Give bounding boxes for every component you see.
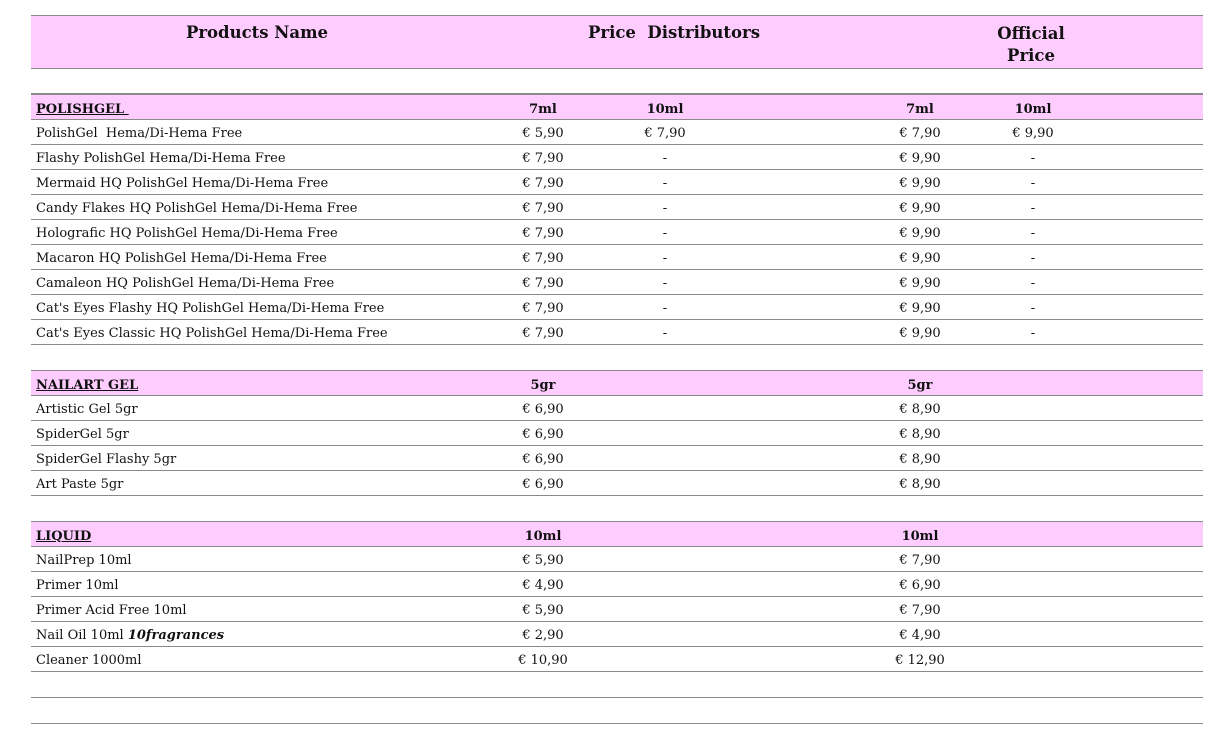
- product-name: Holografic HQ PolishGel Hema/Di-Hema Free: [36, 225, 338, 241]
- table-row: [31, 396, 1203, 421]
- section-header-nailart-gel: [31, 370, 1203, 396]
- distributor-price-2: -: [662, 175, 668, 191]
- product-name: Cleaner 1000ml: [36, 652, 142, 668]
- official-size-1: 7ml: [906, 101, 934, 117]
- header-products-name: Products Name: [185, 23, 329, 42]
- distributor-price-1: € 5,90: [522, 125, 564, 141]
- header-price-distributors: Price Distributors: [588, 23, 760, 42]
- spacer-row: [31, 69, 1203, 94]
- official-price-2: -: [1030, 250, 1036, 266]
- table-row: [31, 170, 1203, 195]
- table-row: [31, 597, 1203, 622]
- distributor-price-1: € 7,90: [522, 325, 564, 341]
- distributor-price-1: € 5,90: [522, 602, 564, 618]
- distributor-price-1: € 6,90: [522, 476, 564, 492]
- table-row: [31, 270, 1203, 295]
- product-name: Candy Flakes HQ PolishGel Hema/Di-Hema Free: [36, 200, 358, 216]
- official-price-1: € 9,90: [899, 325, 941, 341]
- distributor-price-2: -: [662, 275, 668, 291]
- official-price-1: € 9,90: [899, 275, 941, 291]
- distributor-price-1: € 6,90: [522, 451, 564, 467]
- table-row: [31, 195, 1203, 220]
- table-row: [31, 547, 1203, 572]
- empty-row: [31, 698, 1203, 724]
- table-row: [31, 446, 1203, 471]
- distributor-price-1: € 7,90: [522, 300, 564, 316]
- product-name: PolishGel Hema/Di-Hema Free: [36, 125, 243, 141]
- official-price-1: € 8,90: [899, 401, 941, 417]
- official-price-1: € 9,90: [899, 150, 941, 166]
- official-price-2: -: [1030, 175, 1036, 191]
- official-size-1: 10ml: [901, 528, 939, 544]
- official-price-2: € 9,90: [1012, 125, 1054, 141]
- header-official-line1: Official: [997, 24, 1065, 43]
- product-name: Art Paste 5gr: [36, 476, 124, 492]
- product-name: Primer 10ml: [36, 577, 119, 593]
- distributor-size-1: 10ml: [524, 528, 562, 544]
- official-size-1: 5gr: [907, 377, 933, 393]
- table-row: [31, 245, 1203, 270]
- official-price-1: € 9,90: [899, 250, 941, 266]
- distributor-price-2: € 7,90: [644, 125, 686, 141]
- table-row: [31, 120, 1203, 145]
- distributor-price-1: € 7,90: [522, 225, 564, 241]
- distributor-price-1: € 6,90: [522, 401, 564, 417]
- distributor-price-2: -: [662, 250, 668, 266]
- product-name: Primer Acid Free 10ml: [36, 602, 187, 618]
- table-row: [31, 145, 1203, 170]
- distributor-price-2: -: [662, 300, 668, 316]
- official-size-2: 10ml: [1014, 101, 1052, 117]
- distributor-price-2: -: [662, 200, 668, 216]
- header-official-price: [971, 16, 1091, 75]
- distributor-price-1: € 7,90: [522, 250, 564, 266]
- empty-row: [31, 672, 1203, 698]
- official-price-1: € 6,90: [899, 577, 941, 593]
- distributor-price-1: € 7,90: [522, 275, 564, 291]
- product-name: SpiderGel Flashy 5gr: [36, 451, 177, 467]
- section-header-polishgel: [31, 94, 1203, 120]
- spacer-row: [31, 496, 1203, 521]
- section-title: POLISHGEL: [36, 101, 129, 117]
- table-row: [31, 320, 1203, 345]
- official-price-1: € 8,90: [899, 426, 941, 442]
- distributor-size-1: 5gr: [530, 377, 556, 393]
- official-price-2: -: [1030, 225, 1036, 241]
- distributor-price-2: -: [662, 325, 668, 341]
- official-price-1: € 8,90: [899, 476, 941, 492]
- official-price-2: -: [1030, 275, 1036, 291]
- table-row: [31, 220, 1203, 245]
- distributor-size-1: 7ml: [529, 101, 557, 117]
- distributor-size-2: 10ml: [646, 101, 684, 117]
- official-price-1: € 7,90: [899, 552, 941, 568]
- product-name: Cat's Eyes Flashy HQ PolishGel Hema/Di-Hema Free: [36, 300, 385, 316]
- table-row: [31, 572, 1203, 597]
- distributor-price-1: € 4,90: [522, 577, 564, 593]
- table-row: [31, 421, 1203, 446]
- product-name: SpiderGel 5gr: [36, 426, 129, 442]
- table-row: [31, 295, 1203, 320]
- distributor-price-1: € 7,90: [522, 200, 564, 216]
- official-price-1: € 4,90: [899, 627, 941, 643]
- distributor-price-1: € 6,90: [522, 426, 564, 442]
- table-header: [31, 15, 1203, 69]
- table-row: [31, 622, 1203, 647]
- section-title: LIQUID: [36, 528, 92, 544]
- official-price-1: € 8,90: [899, 451, 941, 467]
- distributor-price-1: € 7,90: [522, 150, 564, 166]
- product-name-emphasis: 10fragrances: [127, 627, 225, 643]
- product-name: Mermaid HQ PolishGel Hema/Di-Hema Free: [36, 175, 329, 191]
- official-price-1: € 9,90: [899, 200, 941, 216]
- distributor-price-1: € 7,90: [522, 175, 564, 191]
- product-name: Artistic Gel 5gr: [36, 401, 138, 417]
- official-price-1: € 7,90: [899, 602, 941, 618]
- official-price-1: € 12,90: [895, 652, 945, 668]
- spacer-row: [31, 345, 1203, 370]
- price-list-table: [31, 15, 1203, 724]
- official-price-1: € 7,90: [899, 125, 941, 141]
- product-name: NailPrep 10ml: [36, 552, 132, 568]
- distributor-price-1: € 5,90: [522, 552, 564, 568]
- section-header-liquid: [31, 521, 1203, 547]
- table-row: [31, 647, 1203, 672]
- official-price-1: € 9,90: [899, 175, 941, 191]
- product-name: Camaleon HQ PolishGel Hema/Di-Hema Free: [36, 275, 335, 291]
- distributor-price-2: -: [662, 225, 668, 241]
- section-title: NAILART GEL: [36, 377, 139, 393]
- official-price-1: € 9,90: [899, 300, 941, 316]
- official-price-1: € 9,90: [899, 225, 941, 241]
- official-price-2: -: [1030, 150, 1036, 166]
- official-price-2: -: [1030, 200, 1036, 216]
- distributor-price-1: € 10,90: [518, 652, 568, 668]
- header-official-line2: Price: [1007, 46, 1055, 65]
- distributor-price-2: -: [662, 150, 668, 166]
- distributor-price-1: € 2,90: [522, 627, 564, 643]
- product-name: [36, 622, 224, 647]
- product-name: Flashy PolishGel Hema/Di-Hema Free: [36, 150, 286, 166]
- product-name: Cat's Eyes Classic HQ PolishGel Hema/Di-Hema Free: [36, 325, 388, 341]
- official-price-2: -: [1030, 300, 1036, 316]
- product-name-text: Nail Oil 10ml: [36, 627, 128, 643]
- table-row: [31, 471, 1203, 496]
- product-name: Macaron HQ PolishGel Hema/Di-Hema Free: [36, 250, 327, 266]
- official-price-2: -: [1030, 325, 1036, 341]
